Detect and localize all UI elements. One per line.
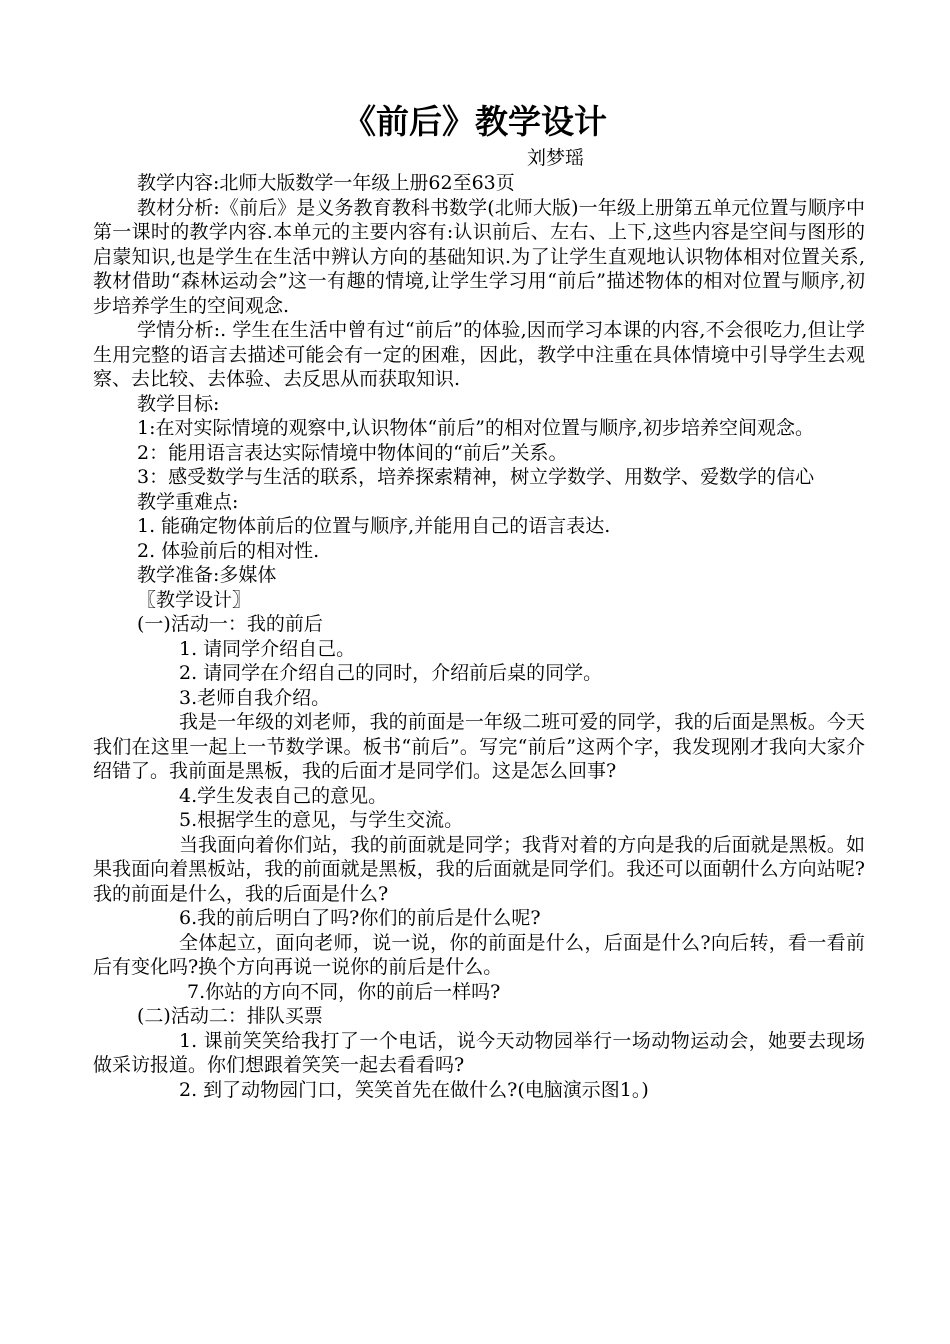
step-body: 当我面向着你们站，我的前面就是同学；我背对着的方向是我的后面就是黑板。如果我面向着黑板站，我的前面就是黑板，我的后面就是同学们。我还可以面朝什么方向站呢?我的前面是什么，我的后面是什么? — [93, 833, 865, 905]
key-point-item: 2. 体验前后的相对性. — [137, 539, 320, 562]
objective-item: 2：能用语言表达实际情境中物体间的“前后”关系。 — [137, 441, 568, 464]
step-item: 7.你站的方向不同，你的前后一样吗? — [187, 980, 501, 1003]
material-analysis: 教材分析:《前后》是义务教育教科书数学(北师大版)一年级上册第五单元位置与顺序中第一课时的教学内容.本单元的主要内容有:认识前后、左右、上下,这些内容是空间与图形的启蒙知识,也是学生在生活中辨认方向的基础知识.为了让学生直观地认识物体相对位置关系,教材借助“森林运动会”这一有趣的情境,让学生学习用“前后”描述物体的相对位置与顺序,初步培养学生的空间观念. — [93, 196, 865, 317]
step-item: 6.我的前后明白了吗?你们的前后是什么呢? — [179, 907, 541, 929]
teaching-content: 教学内容:北师大版数学一年级上册62至63页 — [137, 172, 515, 194]
step-item: 1. 请同学介绍自己。 — [179, 637, 356, 660]
activity-heading: (二)活动二：排队买票 — [137, 1005, 323, 1027]
step-item: 5.根据学生的意见，与学生交流。 — [179, 809, 464, 831]
document-body — [93, 171, 865, 1102]
step-body: 我是一年级的刘老师，我的前面是一年级二班可爱的同学，我的后面是黑板。今天我们在这里一起上一节数学课。板书“前后”。写完“前后”这两个字，我发现刚才我向大家介绍错了。我前面是黑板，我的后面才是同学们。这是怎么回事? — [93, 711, 865, 782]
preparation: 教学准备:多媒体 — [137, 564, 277, 586]
objectives-heading: 教学目标: — [137, 392, 220, 415]
step-item: 1. 课前笑笑给我打了一个电话，说今天动物园举行一场动物运动会，她要去现场做采访报道。你们想跟着笑笑一起去看看吗? — [93, 1029, 865, 1076]
author-name: 刘梦瑶 — [527, 147, 585, 169]
step-item: 2. 请同学在介绍自己的同时，介绍前后桌的同学。 — [179, 662, 603, 684]
activity-heading: (一)活动一：我的前后 — [137, 613, 323, 635]
step-item: 2. 到了动物园门口，笑笑首先在做什么?(电脑演示图1。) — [179, 1078, 649, 1101]
step-body: 全体起立，面向老师，说一说，你的前面是什么，后面是什么?向后转，看一看前后有变化吗?换个方向再说一说你的前后是什么。 — [93, 931, 865, 978]
step-item: 3.老师自我介绍。 — [179, 686, 331, 709]
student-analysis: 学情分析:. 学生在生活中曾有过“前后”的体验,因而学习本课的内容,不会很吃力,但让学生用完整的语言去描述可能会有一定的困难，因此，教学中注重在具体情境中引导学生去观察、去比较、去体验、去反思从而获取知识. — [93, 319, 865, 390]
document-title: 《前后》教学设计 — [343, 102, 607, 141]
step-item: 4.学生发表自己的意见。 — [179, 784, 388, 807]
key-points-heading: 教学重难点: — [137, 490, 239, 513]
objective-item: 3：感受数学与生活的联系，培养探索精神，树立学数学、用数学、爱数学的信心 — [137, 466, 815, 488]
objective-item: 1:在对实际情境的观察中,认识物体“前后”的相对位置与顺序,初步培养空间观念。 — [137, 417, 814, 439]
key-point-item: 1. 能确定物体前后的位置与顺序,并能用自己的语言表达. — [137, 515, 611, 537]
design-heading: 〖教学设计〗 — [137, 588, 252, 611]
